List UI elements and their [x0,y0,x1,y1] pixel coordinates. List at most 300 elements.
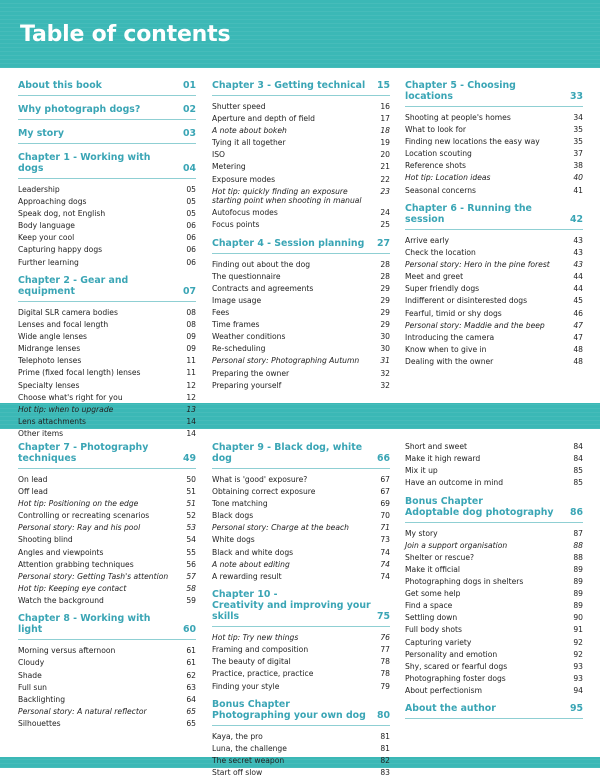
entry-title: The secret weapon [212,756,285,766]
entry-title: Aperture and depth of field [212,114,315,124]
heading-title [18,104,183,115]
entry-title: Tone matching [212,499,268,509]
entry-title: Meet and greet [405,272,464,282]
entry-title: Location scouting [405,149,472,159]
page-number: 02 [182,104,196,115]
page-number: 11 [186,356,196,366]
page-number: 95 [569,703,583,715]
page-number: 14 [186,428,196,438]
toc-entry[interactable] [18,719,196,728]
toc-entry[interactable] [405,541,583,550]
page-number: 82 [380,756,390,766]
chapter-heading[interactable] [405,703,583,719]
page-number: 44 [573,284,583,294]
page-number: 25 [380,220,390,230]
page-number: 89 [573,601,583,611]
heading-text: Chapter 5 - Choosing locations [405,80,516,102]
chapter-heading[interactable] [18,152,196,179]
entry-title: Reference shots [405,161,467,171]
page-number: 22 [380,174,390,184]
toc-entry[interactable] [212,682,390,691]
entry-title: Personal story: Charge at the beach [212,523,349,533]
toc-entry[interactable] [405,553,583,562]
toc-entry[interactable] [405,625,583,634]
chapter-heading[interactable] [18,128,196,144]
toc-entry[interactable] [212,220,390,229]
entry-title: Shooting blind [18,535,73,545]
toc-entry[interactable] [405,333,583,342]
page-number: 47 [573,320,583,330]
page-number: 35 [573,125,583,135]
page-number: 28 [380,271,390,281]
toc-entry[interactable] [212,296,390,305]
toc-entry[interactable] [18,683,196,692]
toc-entry[interactable] [212,102,390,111]
entry-title: Exposure modes [212,174,276,184]
toc-entry[interactable] [18,356,196,365]
heading-prefix: Bonus Chapter [405,495,483,507]
toc-entry[interactable] [18,548,196,557]
toc-entry[interactable] [212,732,390,741]
entry-title: Contracts and agreements [212,283,314,293]
toc-entry[interactable] [18,197,196,206]
page-number: 58 [186,583,196,593]
toc-entry[interactable] [212,523,390,532]
toc-entry[interactable] [405,650,583,659]
page-number: 92 [573,637,583,647]
toc-entry[interactable] [212,535,390,544]
toc-entry[interactable] [405,321,583,330]
chapter-heading[interactable] [212,80,390,96]
entry-title: What to look for [405,125,467,135]
page-number: 84 [573,454,583,464]
toc-entry[interactable] [18,560,196,569]
entry-title: Other items [18,428,64,438]
toc-entry[interactable] [405,236,583,245]
chapter-heading[interactable] [405,80,583,107]
toc-entry[interactable] [212,548,390,557]
toc-entry[interactable] [405,272,583,281]
heading-prefix: Bonus Chapter [212,698,290,710]
toc-entry[interactable] [212,320,390,329]
toc-entry[interactable] [18,535,196,544]
page-number: 31 [380,356,390,366]
toc-entry[interactable] [405,137,583,146]
heading-text: Chapter 8 - Working with light [18,613,151,636]
page-number: 18 [380,126,390,136]
entry-title: Image usage [212,295,262,305]
heading-text: Chapter 1 - Working with dogs [18,152,151,174]
toc-entry[interactable] [212,499,390,508]
toc-entry[interactable] [18,584,196,593]
heading-text: About this book [18,80,102,91]
toc-entry[interactable] [405,442,583,451]
page-number: 29 [380,308,390,318]
page-number: 07 [182,285,196,297]
toc-column-top-right [405,80,583,369]
toc-entry[interactable] [405,248,583,257]
toc-entry[interactable] [212,284,390,293]
toc-entry[interactable] [405,454,583,463]
heading-text: Creativity and improving your skills [212,600,371,623]
entry-title: Tying it all together [212,138,286,148]
toc-entry[interactable] [18,499,196,508]
entry-title: Personal story: A natural reflector [18,706,147,716]
toc-entry[interactable] [18,245,196,254]
entry-title: Obtaining correct exposure [212,487,316,497]
entry-title: The questionnaire [212,271,281,281]
toc-entry[interactable] [405,260,583,269]
page-number: 04 [182,163,196,174]
entry-title: A rewarding result [212,571,282,581]
page-number: 13 [186,404,196,414]
entry-title: Framing and composition [212,645,309,655]
page-number: 66 [376,453,390,464]
page-title: Table of contents [20,22,231,47]
heading-title [405,496,570,518]
page-number: 08 [186,307,196,317]
toc-entry[interactable] [405,149,583,158]
page-number: 34 [573,113,583,122]
page-number: 67 [380,475,390,484]
page-number: 46 [573,308,583,318]
toc-entry[interactable] [212,126,390,135]
page-number: 83 [380,768,390,778]
toc-entry[interactable] [18,511,196,520]
page-number: 74 [380,571,390,581]
toc-entry[interactable] [18,381,196,390]
toc-entry[interactable] [18,475,196,484]
page-number: 85 [573,478,583,488]
page-number: 12 [186,392,196,402]
toc-entry[interactable] [212,744,390,753]
page-number: 03 [182,128,196,139]
page-number: 19 [380,138,390,148]
page-number: 55 [186,547,196,557]
chapter-heading[interactable] [18,442,196,469]
page-number: 06 [186,233,196,243]
toc-entry[interactable] [405,589,583,598]
toc-entry[interactable] [18,258,196,267]
toc-entry[interactable] [212,487,390,496]
page-number: 42 [569,213,583,225]
entry-title: Know when to give in [405,344,487,354]
page-number: 63 [186,682,196,692]
page-number: 48 [573,344,583,354]
entry-title: Attention grabbing techniques [18,559,134,569]
page-number: 57 [186,571,196,581]
toc-entry[interactable] [18,308,196,317]
toc-entry[interactable] [212,308,390,317]
page-number: 76 [380,633,390,643]
page-number: 85 [573,466,583,476]
heading-title [212,589,377,622]
page-number: 73 [380,535,390,545]
entry-title: Personal story: Maddie and the beep [405,320,545,330]
entry-title: Lenses and focal length [18,320,109,330]
toc-entry[interactable] [18,185,196,194]
toc-entry[interactable] [212,768,390,777]
entry-title: Angles and viewpoints [18,547,104,557]
page-number: 30 [380,344,390,354]
entry-title: Time frames [212,320,260,330]
toc-entry[interactable] [405,466,583,475]
entry-title: Personal story: Photographing Autumn [212,356,360,366]
toc-entry[interactable] [212,560,390,569]
entry-title: Capturing happy dogs [18,245,103,255]
page-number: 41 [573,185,583,195]
entry-title: Shelter or rescue? [405,552,475,562]
entry-title: Hot tip: when to upgrade [18,404,114,414]
page-number: 54 [186,535,196,545]
toc-entry[interactable] [405,186,583,195]
heading-text: About the author [405,703,496,715]
page-number: 64 [186,694,196,704]
toc-entry[interactable] [405,613,583,622]
entry-title: Personal story: Ray and his pool [18,523,141,533]
toc-entry[interactable] [212,381,390,390]
chapter-heading[interactable] [18,80,196,96]
page-number: 05 [186,197,196,207]
heading-title [212,442,377,464]
page-number: 09 [186,332,196,342]
entry-title: White dogs [212,535,255,545]
page-number: 65 [186,706,196,716]
toc-column-bottom-right [405,442,583,725]
chapter-heading[interactable] [212,699,390,726]
toc-entry[interactable] [212,150,390,159]
toc-entry[interactable] [212,344,390,353]
toc-entry[interactable] [405,125,583,134]
page-number: 05 [186,185,196,194]
heading-text: Adoptable dog photography [405,506,554,518]
entry-title: Re-scheduling [212,344,266,354]
page-number: 92 [573,649,583,659]
toc-entry[interactable] [212,645,390,654]
toc-entry[interactable] [212,756,390,765]
chapter-heading[interactable] [212,238,390,254]
page-number: 09 [186,344,196,354]
toc-entry[interactable] [212,633,390,642]
entry-title: Black and white dogs [212,547,294,557]
entry-title: Full sun [18,682,47,692]
page-number: 70 [380,511,390,521]
page-number: 33 [569,91,583,102]
page-number: 32 [380,368,390,378]
page-number: 08 [186,320,196,330]
entry-title: Controlling or recreating scenarios [18,511,150,521]
entry-title: About perfectionism [405,685,483,695]
entry-title: Have an outcome in mind [405,478,504,488]
heading-title [18,80,183,91]
entry-title: Cloudy [18,658,45,668]
entry-title: Body language [18,221,75,231]
toc-entry[interactable] [212,162,390,171]
toc-entry[interactable] [18,405,196,414]
toc-entry[interactable] [405,577,583,586]
chapter-heading[interactable] [18,275,196,302]
entry-title: Fees [212,308,230,318]
entry-title: Hot tip: Location ideas [405,173,491,183]
toc-entry[interactable] [18,523,196,532]
toc-entry[interactable] [212,475,390,484]
toc-column-bottom-middle [212,442,390,780]
toc-entry[interactable] [18,695,196,704]
page-number: 32 [380,380,390,390]
page-number: 94 [573,685,583,695]
toc-entry[interactable] [405,296,583,305]
page-number: 43 [573,248,583,258]
page-number: 52 [186,511,196,521]
toc-entry[interactable] [405,284,583,293]
toc-entry[interactable] [18,596,196,605]
entry-title: Off lead [18,487,48,497]
toc-entry[interactable] [212,260,390,269]
entry-title: Telephoto lenses [18,356,82,366]
toc-entry[interactable] [405,638,583,647]
toc-entry[interactable] [18,429,196,438]
toc-entry[interactable] [405,161,583,170]
page-number: 51 [186,499,196,509]
heading-text: Chapter 6 - Running the session [405,202,532,225]
toc-entry[interactable] [18,209,196,218]
page-number: 11 [186,368,196,378]
page-number: 05 [186,209,196,219]
toc-entry[interactable] [405,113,583,122]
page-number: 49 [182,453,196,464]
page-number: 74 [380,559,390,569]
toc-entry[interactable] [18,332,196,341]
toc-entry[interactable] [18,671,196,680]
page-number: 29 [380,320,390,330]
entry-title: Shy, scared or fearful dogs [405,661,508,671]
page-number: 53 [186,523,196,533]
toc-entry[interactable] [18,320,196,329]
entry-title: Settling down [405,613,458,623]
toc-entry[interactable] [18,658,196,667]
toc-entry[interactable] [405,601,583,610]
page-number: 48 [573,356,583,366]
toc-entry[interactable] [405,529,583,538]
entry-title: Make it high reward [405,454,481,464]
toc-entry[interactable] [18,393,196,402]
chapter-heading[interactable] [212,589,390,627]
toc-entry[interactable] [18,344,196,353]
page-number: 90 [573,613,583,623]
entry-title: Shade [18,670,42,680]
entry-title: My story [405,528,438,538]
toc-entry[interactable] [18,572,196,581]
toc-entry[interactable] [405,565,583,574]
entry-title: Photographing foster dogs [405,673,506,683]
page-number: 87 [573,528,583,538]
toc-entry[interactable] [405,173,583,182]
entry-title: Wide angle lenses [18,332,88,342]
page-number: 43 [573,235,583,245]
toc-entry[interactable] [212,669,390,678]
toc-entry[interactable] [405,662,583,671]
entry-title: Kaya, the pro [212,731,263,741]
heading-title [18,442,183,464]
chapter-heading[interactable] [18,104,196,120]
page-number: 56 [186,559,196,569]
page-number: 24 [380,208,390,218]
toc-entry[interactable] [18,233,196,242]
page-number: 20 [380,150,390,160]
page-number: 61 [186,646,196,656]
toc-entry[interactable] [212,114,390,123]
entry-title: The beauty of digital [212,657,291,667]
toc-entry[interactable] [212,356,390,365]
entry-title: Photographing dogs in shelters [405,577,524,587]
page-number: 86 [569,506,583,518]
page-number: 47 [573,332,583,342]
toc-entry[interactable] [405,345,583,354]
toc-entry[interactable] [212,138,390,147]
toc-entry[interactable] [212,332,390,341]
chapter-heading[interactable] [405,203,583,230]
page-number: 44 [573,272,583,282]
toc-column-bottom-left [18,442,196,731]
entry-title: Hot tip: Positioning on the edge [18,499,139,509]
toc-entry[interactable] [212,511,390,520]
toc-entry[interactable] [212,272,390,281]
toc-entry[interactable] [18,417,196,426]
toc-entry[interactable] [18,707,196,716]
toc-entry[interactable] [18,221,196,230]
entry-title: Get some help [405,589,461,599]
heading-text: Photographing your own dog [212,709,366,721]
page-number: 14 [186,416,196,426]
entry-title: Metering [212,162,246,172]
toc-entry[interactable] [405,309,583,318]
toc-entry[interactable] [212,175,390,184]
entry-title: Personality and emotion [405,649,498,659]
toc-entry[interactable] [405,357,583,366]
entry-title: Lens attachments [18,416,87,426]
toc-entry[interactable] [405,478,583,487]
entry-title: Super friendly dogs [405,284,480,294]
page-number: 59 [186,595,196,605]
toc-entry[interactable] [405,674,583,683]
page-number: 93 [573,661,583,671]
toc-entry[interactable] [212,572,390,581]
chapter-heading[interactable] [405,496,583,523]
heading-text: Chapter 2 - Gear and equipment [18,274,129,297]
page-number: 74 [380,547,390,557]
toc-entry[interactable] [212,657,390,666]
toc-entry[interactable] [212,187,390,206]
page-number: 61 [186,658,196,668]
toc-entry[interactable] [18,368,196,377]
heading-prefix: Chapter 10 - [212,589,278,601]
toc-entry[interactable] [18,646,196,655]
page-number: 12 [186,380,196,390]
entry-title: Mix it up [405,466,438,476]
toc-entry[interactable] [18,487,196,496]
page-number: 84 [573,442,583,451]
chapter-heading[interactable] [18,613,196,640]
page-number: 79 [380,681,390,691]
toc-entry[interactable] [212,208,390,217]
toc-entry[interactable] [405,686,583,695]
page-number: 23 [380,186,390,196]
toc-entry[interactable] [212,369,390,378]
entry-title: Morning versus afternoon [18,646,116,656]
page-number: 38 [573,161,583,171]
chapter-heading[interactable] [212,442,390,469]
entry-title: Check the location [405,248,476,258]
